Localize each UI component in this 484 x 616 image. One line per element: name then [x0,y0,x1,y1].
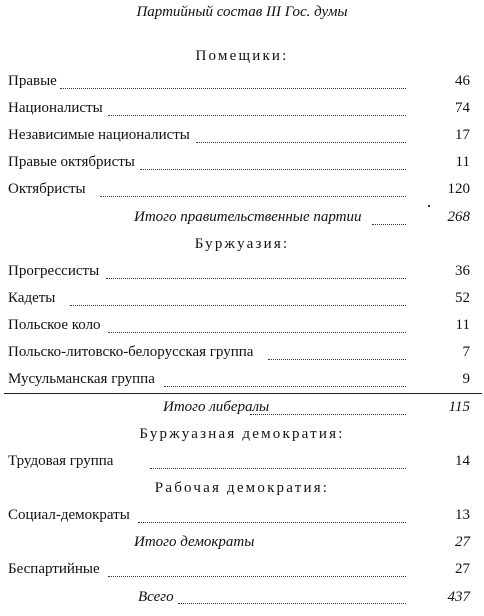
party-row-label: Польско-литовско-белорусская группа [8,344,254,360]
section-heading-landowners: Помещики: [195,48,289,64]
party-row-value: 13 [455,507,470,523]
party-row-label: Социал-демократы [8,507,130,523]
party-row-value: 17 [455,127,470,143]
subtotal-value: 27 [455,534,470,550]
party-row-label: Трудовая группа [8,453,114,469]
party-row-label: Мусульманская группа [8,371,155,387]
party-row-value: 11 [455,154,470,170]
nonparty-value: 27 [455,561,470,577]
party-row-value: 14 [455,453,470,469]
leader-dots [178,603,406,604]
section-heading-bourgeoisie: Буржуазия: [194,236,290,252]
leader-dots [372,224,406,225]
party-row-value: 36 [455,263,470,279]
party-row-value: 52 [455,290,470,306]
leader-dots [268,359,406,360]
subtotal-label: Итого правительственные партии [134,209,362,225]
subtotal-value: 115 [448,399,470,415]
leader-dots [250,414,406,415]
party-row-label: Октябристы [8,181,86,197]
party-row-value: 11 [455,317,470,333]
section-heading-workers-democracy: Рабочая демократия: [154,480,330,496]
leader-dots [138,522,406,523]
subtotal-label: Итого демократы [134,534,255,550]
party-row-value: 46 [455,73,470,89]
leader-dots [150,468,406,469]
party-row-label: Кадеты [8,290,56,306]
grand-total-label: Всего [138,589,174,605]
party-row-label: Правые [8,73,57,89]
leader-dots [100,196,406,197]
leader-dots [196,142,406,143]
leader-dots [140,169,406,170]
party-row-label: Правые октябристы [8,154,135,170]
leader-dots [106,278,406,279]
subtotal-value: 268 [447,209,470,225]
subtotal-label: Итого либералы [163,399,270,415]
section-rule [4,393,482,394]
party-row-label: Националисты [8,100,103,116]
page-title: Партийный состав III Гос. думы [136,4,348,20]
party-row-value: 120 [447,181,470,197]
party-row-label: Прогрессисты [8,263,100,279]
party-row-label: Независимые националисты [8,127,190,143]
party-row-value: 9 [462,371,470,387]
leader-dots [70,305,406,306]
nonparty-label: Беспартийные [8,561,100,577]
leader-dots [60,88,406,89]
party-row-value: 74 [455,100,470,116]
leader-dots [108,576,406,577]
leader-dots [164,386,406,387]
section-heading-bourgeois-democracy: Буржуазная демократия: [139,426,345,442]
leader-dots [108,115,406,116]
grand-total-value: 437 [447,589,470,605]
margin-mark [428,205,430,207]
party-row-label: Польское коло [8,317,101,333]
leader-dots [108,332,406,333]
party-row-value: 7 [462,344,470,360]
